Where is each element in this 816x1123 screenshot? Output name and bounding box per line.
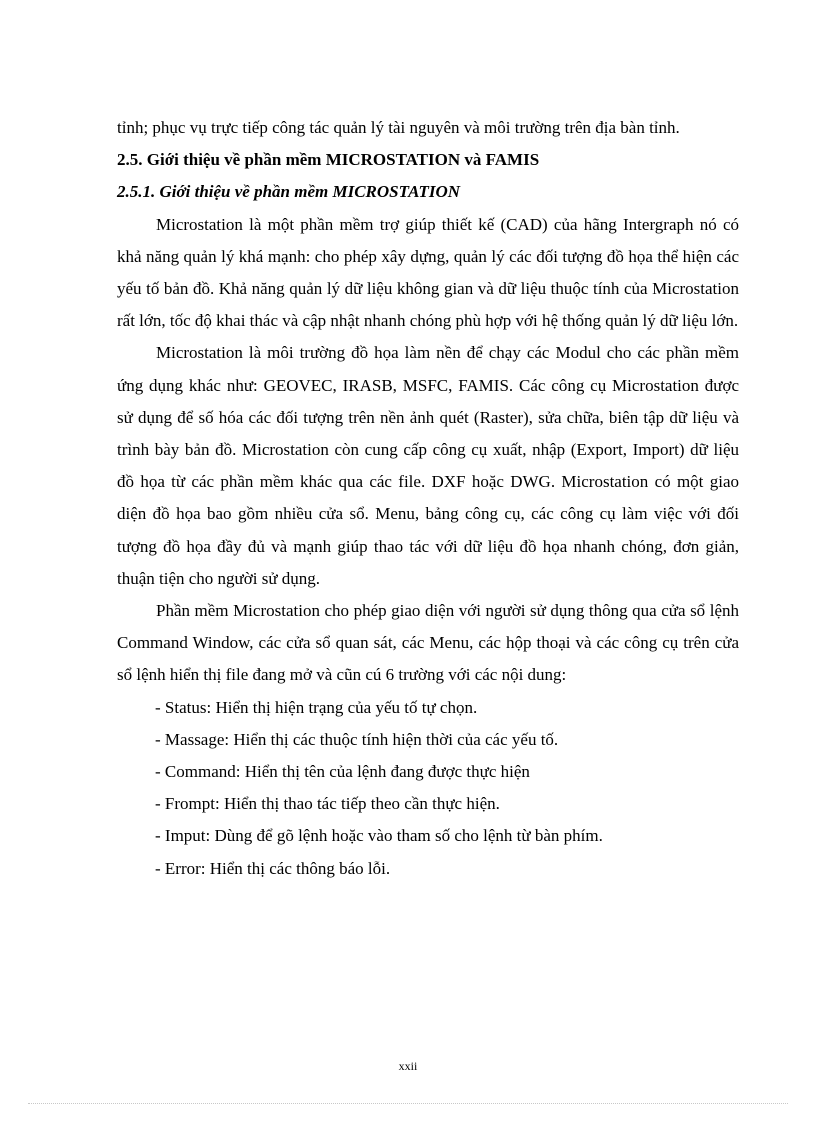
section-heading: 2.5. Giới thiệu về phần mềm MICROSTATION và FAMIS bbox=[117, 150, 540, 170]
paragraph-microstation-environment: Microstation là môi trường đồ họa làm nền để chạy các Modul cho các phần mềm ứng dụng khác như: GEOVEC, IRASB, MSFC, FAMIS. Các công cụ Microstation được sử dụng để số hóa các đối tượng trên nền ảnh quét (Raster), sửa chữa, biên tập dữ liệu và trình bày bản đồ. Microstation còn cung cấp công cụ xuất, nhập (Export, Import) dữ liệu đồ họa từ các phần mềm khác qua các file. DXF hoặc DWG. Microstation có một giao diện đồ họa bao gồm nhiều cửa sổ. Menu, bảng công cụ, các công cụ làm việc với đối tượng đồ họa đầy đủ và mạnh giúp thao tác với dữ liệu đồ họa nhanh chóng, đơn giản, thuận tiện cho người sử dụng. bbox=[117, 343, 739, 588]
document-page bbox=[117, 112, 739, 885]
paragraph-microstation-intro: Microstation là một phần mềm trợ giúp thiết kế (CAD) của hãng Intergraph nó có khả năng quản lý khá mạnh: cho phép xây dựng, quản lý các đối tượng đồ họa thể hiện các yếu tố bản đồ. Khả năng quản lý dữ liệu không gian và dữ liệu thuộc tính của Microstation rất lớn, tốc độ khai thác và cập nhật nhanh chóng phù hợp với hệ thống quản lý dữ liệu lớn. bbox=[117, 214, 739, 331]
field-command: - Command: Hiển thị tên của lệnh đang được thực hiện bbox=[155, 762, 530, 782]
footer-divider bbox=[28, 1103, 788, 1104]
field-frompt: - Frompt: Hiển thị thao tác tiếp theo cần thực hiện. bbox=[155, 794, 500, 814]
field-imput: - Imput: Dùng để gõ lệnh hoặc vào tham số cho lệnh từ bàn phím. bbox=[155, 826, 603, 846]
field-list bbox=[117, 692, 739, 885]
field-status: - Status: Hiển thị hiện trạng của yếu tố tự chọn. bbox=[155, 697, 478, 717]
paragraph-command-window: Phần mềm Microstation cho phép giao diện với người sử dụng thông qua cửa sổ lệnh Command Window, các cửa sổ quan sát, các Menu, các hộp thoại và các công cụ trên cửa sổ lệnh hiển thị file đang mở và cũn cú 6 trường với các nội dung: bbox=[117, 601, 739, 685]
page-number: xxii bbox=[398, 1059, 418, 1073]
field-error: - Error: Hiển thị các thông báo lỗi. bbox=[155, 858, 391, 878]
field-massage: - Massage: Hiển thị các thuộc tính hiện thời của các yếu tố. bbox=[155, 729, 559, 749]
continued-paragraph: tỉnh; phục vụ trực tiếp công tác quản lý tài nguyên và môi trường trên địa bàn tỉnh. bbox=[117, 118, 680, 137]
subsection-heading: 2.5.1. Giới thiệu về phần mềm MICROSTATION bbox=[117, 182, 461, 202]
